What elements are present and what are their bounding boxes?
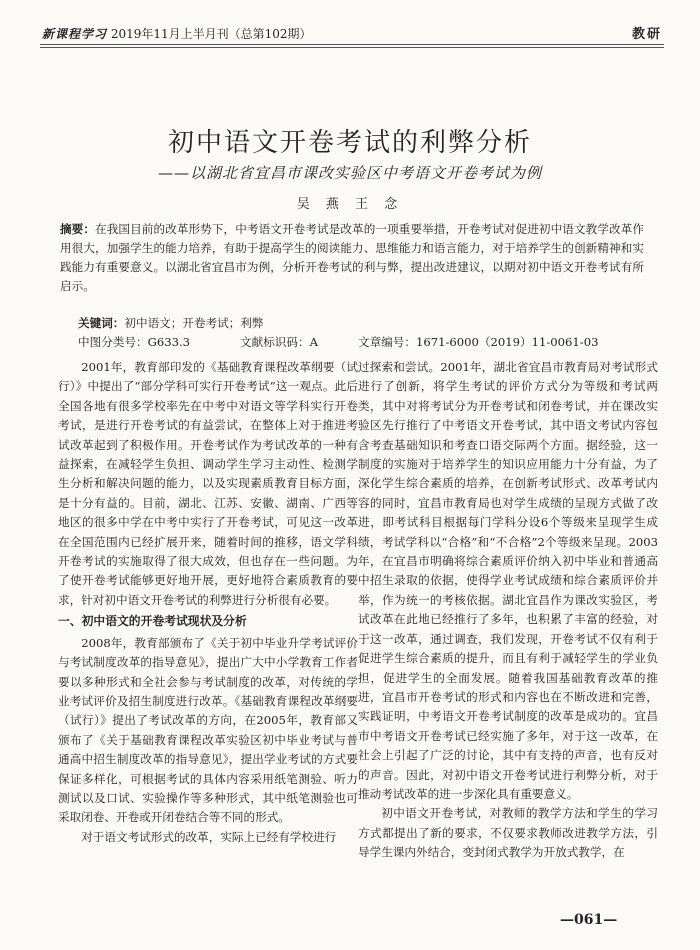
document-code [240, 334, 318, 350]
article-subtitle: ——以湖北省宜昌市课改实验区中考语文开卷考试为例 [157, 164, 542, 182]
keywords [78, 315, 264, 331]
page-number: —061— [560, 912, 618, 928]
issue-info: 2019年11月上半月刊（总第102期） [110, 27, 312, 41]
left-column [58, 358, 358, 847]
classification-number [78, 334, 190, 350]
page-header [42, 20, 662, 42]
paragraph: 2001年，教育部印发的《基础教育课程改革纲要（试行）》中提出了“部分学科可实行开卷考试”这一观点。此后全国各地有很多学校率先在中考中对语文等学科实行开卷考试，是进行开卷考试的有益尝试，在整体上对于推进考试改革起到了积极作用。开卷考试作为考试改革的一种有益探索，在减轻学生负担、调动学生学习主动性、检测学生分析和解决问题的能力，以及实现素质教育目标方面，是十分有益的。目前，湖北、江苏、安徽、湖南、广西等地区的很多中学在中考中实行了开卷考试，可见这一改革在全国范围内已经扩展开来，随着时间的推移，语文学科开卷考试的实施取得了很大成效，但也存在一些问题。为了使开卷考试能够更好地开展，更好地符合素质教育的要求，针对初中语文开卷考试的利弊进行分析很有必要。 [58, 360, 358, 607]
paragraph: 过探索和尝试。2001年，湖北省宜昌市教育局对考试形式进行了创新，将学生考试的评价方式分为等级和考试两类，其中对将考试分为开卷考试和闭卷考试，并在课改实验区先行推行了中考语文开卷考试，其中语文考试内容包含考查基础知识和考查口语交际两个方面。据经验，这一制度的实施对于培养学生的知识应用能力十分有益，为了深化学生综合素质的培养，在创新考试形式、改革考试内容的同时，宜昌市教育局也对学生成绩的呈现方式做了改进，即考试科目根据每门学科分设6个等级来呈现学生成绩，考试学科以“合格”和“不合格”2个等级来呈现。2003年，在宜昌市明确将综合素质评价纳入初中毕业和普通高中招生录取的依据，使得学业考试成绩和综合素质评价并举，作为统一的考核依据。湖北宜昌作为课改实验区，考试改革在此地已经推行了多年，也积累了丰富的经验，对于这一改革，通过调查，我们发现，开卷考试不仅有利于促进学生综合素质的提升，而且有利于减轻学生的学业负担，促进学生的全面发展。随着我国基础教育改革的推进，宜昌市开卷考试的形式和内容也在不断改进和完善，实践证明，中考语文开卷考试制度的改革是成功的。宜昌市中考语文开卷考试已经实施了多年，对于这一改革，在社会上引起了广泛的讨论，其中有支持的声音，也有反对的声音。因此，对初中语文开卷考试进行利弊分析，对于推动考试改革的进一步深化具有重要意义。 [358, 360, 658, 801]
abstract-text: 在我国目前的改革形势下，中考语文开卷考试是改革的一项重要举措，开卷考试对促进初中语文教学改革作用很大，加强学生的能力培养，有助于提高学生的阅读能力、思维能力和语言能力，对于培养学生的创新精神和实践能力有重要意义。以湖北省宜昌市为例，分析开卷考试的利与弊，提出改进建议，以期对初中语文开卷考试有所启示。 [60, 222, 644, 293]
paragraph: 2008年，教育部颁布了《关于初中毕业升学考试评价与考试制度改革的指导意见》，提出广大中小学教育工作者要以多种形式和全社会参与考试制度的改革，对传统的学业考试评价及招生制度进行改革。《基础教育课程改革纲要（试行）》提出了考试改革的方向，在2005年，教育部又颁布了《关于基础教育课程改革实验区初中毕业考试与普通高中招生制度改革的指导意见》，提出学业考试的方式要保证多样化，可根据考试的具体内容采用纸笔测验、听力测试以及口试、实验操作等多种形式，其中纸笔测验也可采取闭卷、开卷或开闭卷结合等不同的形式。 [58, 635, 358, 825]
header-rule [40, 44, 664, 45]
art-value: 1671-6000（2019）11-0061-03 [415, 335, 599, 349]
cls-value: G633.3 [147, 335, 191, 349]
doc-label: 文献标识码： [240, 335, 310, 349]
keywords-text: 初中语文；开卷考试；利弊 [124, 316, 264, 330]
section-label: 教研 [631, 27, 662, 42]
right-column [358, 358, 658, 863]
abstract-label: 摘要： [60, 222, 96, 236]
journal-header [42, 25, 312, 42]
article-authors: 吴 燕 王 念 [296, 197, 404, 212]
art-label: 文章编号： [358, 335, 416, 349]
cls-label: 中图分类号： [78, 335, 148, 349]
doc-value: A [309, 335, 318, 349]
paragraph: 对于语文考试形式的改革，实际上已经有学校进行 [81, 829, 337, 844]
article-title: 初中语文开卷考试的利弊分析 [167, 128, 532, 158]
journal-name: 新课程学习 [42, 27, 108, 41]
keywords-label: 关键词： [78, 316, 125, 330]
header-rule-2 [40, 47, 664, 48]
paragraph: 初中语文开卷考试，对教师的教学方法和学生的学习方式都提出了新的要求，不仅要求教师改进教学方法，引导学生课内外结合，变封闭式教学为开放式教学，在 [358, 806, 658, 860]
article-number [358, 334, 598, 350]
section-heading: 一、初中语文的开卷考试现状及分析 [58, 614, 247, 629]
abstract [60, 220, 644, 296]
